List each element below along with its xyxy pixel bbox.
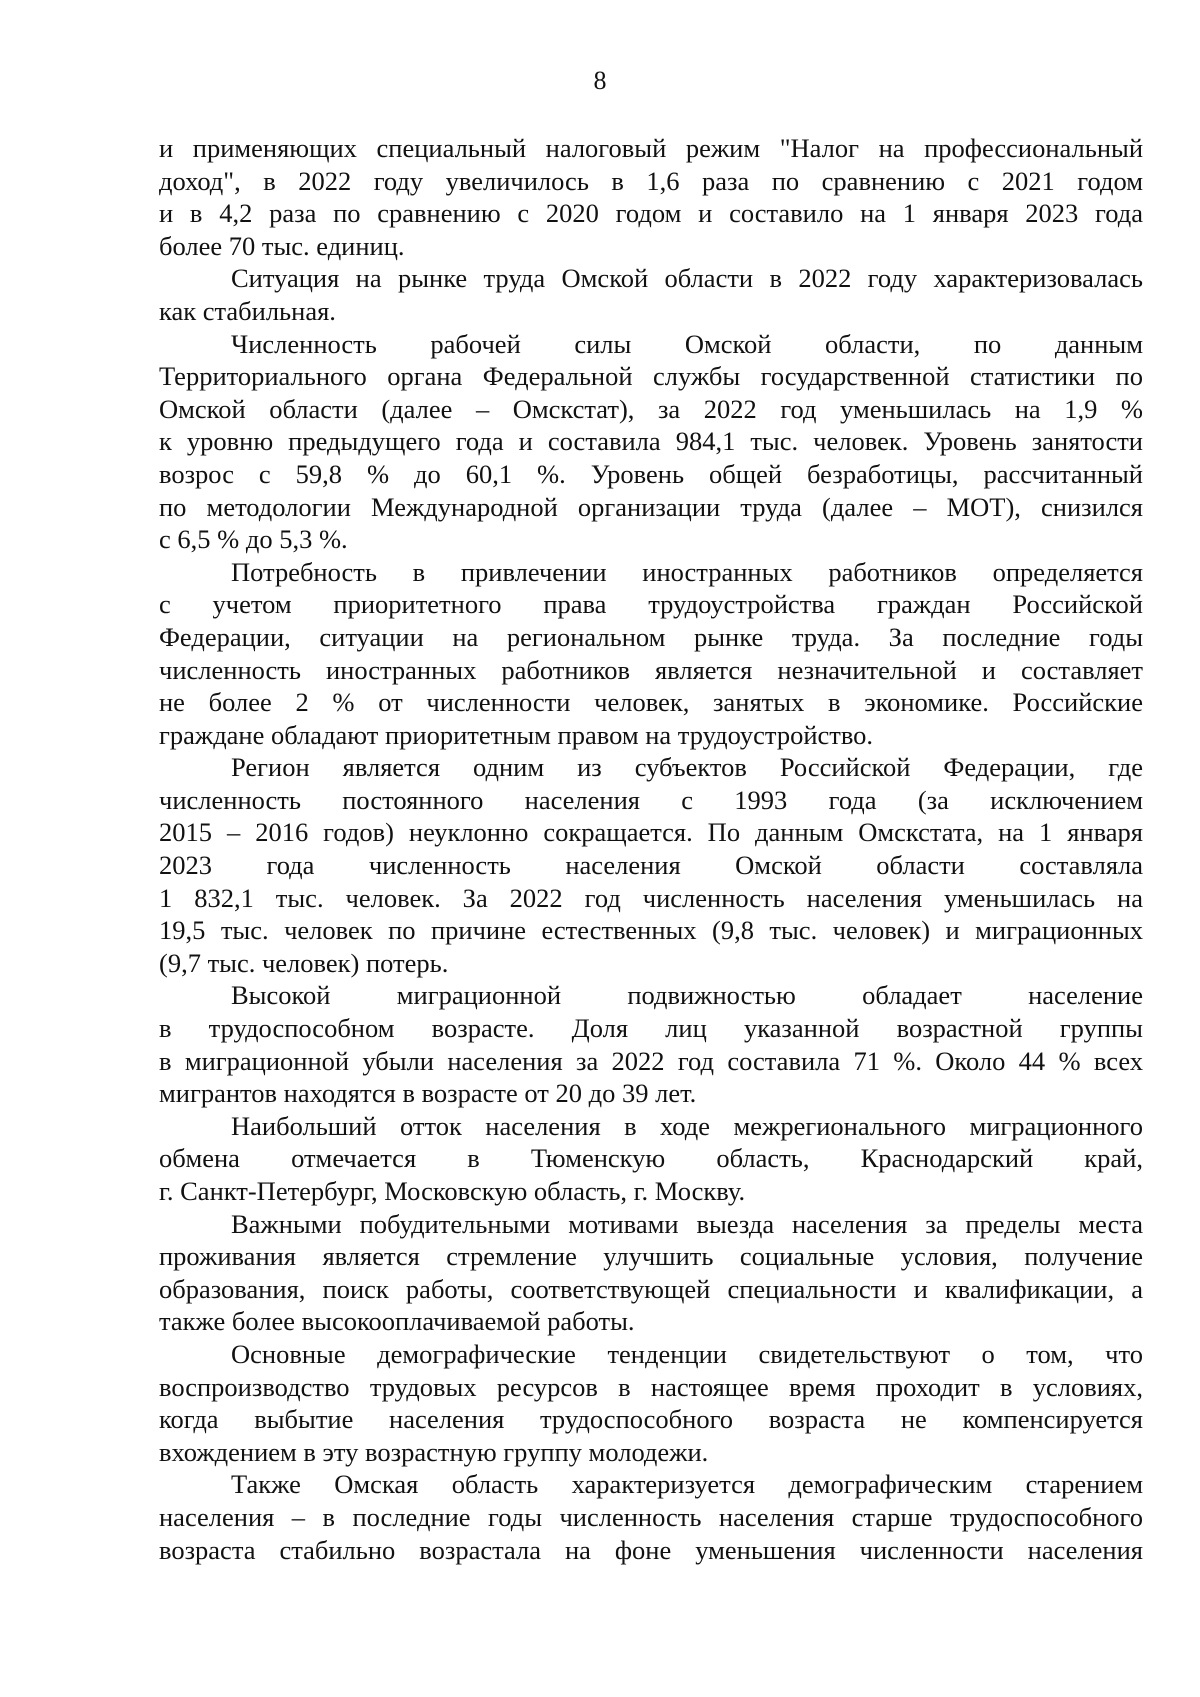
paragraph — [159, 1110, 1143, 1208]
text-line: Ситуация на рынке труда Омской области в 2022 году характеризовалась — [231, 263, 1143, 294]
text-line: 1 832,1 тыс. человек. За 2022 год численность населения уменьшилась на — [159, 882, 1143, 913]
text-line: как стабильная. — [159, 295, 336, 326]
text-line: мигрантов находятся в возрасте от 20 до 39 лет. — [159, 1078, 697, 1109]
text-line: в трудоспособном возрасте. Доля лиц указанной возрастной группы — [159, 1013, 1143, 1044]
text-line: 2015 – 2016 годов) неуклонно сокращается. По данным Омскстата, на 1 января — [159, 817, 1143, 848]
text-line: в миграционной убыли населения за 2022 год составила 71 %. Около 44 % всех — [159, 1045, 1143, 1076]
text-line: вхождением в эту возрастную группу молодежи. — [159, 1436, 709, 1467]
text-line: и применяющих специальный налоговый режим "Налог на профессиональный — [159, 133, 1143, 163]
text-line: 2023 года численность населения Омской области составляла — [159, 850, 1143, 881]
text-line: также более высокооплачиваемой работы. — [159, 1306, 635, 1337]
text-line: к уровню предыдущего года и составила 984,1 тыс. человек. Уровень занятости — [159, 426, 1143, 457]
text-line: не более 2 % от численности человек, занятых в экономике. Российские — [159, 687, 1143, 718]
text-line: образования, поиск работы, соответствующей специальности и квалификации, а — [159, 1273, 1143, 1304]
text-line: граждане обладают приоритетным правом на трудоустройство. — [159, 719, 874, 750]
text-line: воспроизводство трудовых ресурсов в настоящее время проходит в условиях, — [159, 1371, 1143, 1402]
paragraph — [159, 751, 1143, 979]
paragraph — [159, 328, 1143, 556]
paragraph — [159, 132, 1143, 262]
text-line: когда выбытие населения трудоспособного возраста не компенсируется — [159, 1404, 1143, 1435]
text-line: возраста стабильно возрастала на фоне уменьшения численности населения — [159, 1534, 1143, 1565]
paragraph — [159, 1468, 1143, 1566]
text-line: и в 4,2 раза по сравнению с 2020 годом и составило на 1 января 2023 года — [159, 198, 1143, 229]
text-line: Важными побудительными мотивами выезда населения за пределы места — [231, 1208, 1143, 1239]
text-line: Потребность в привлечении иностранных работников определяется — [231, 556, 1143, 587]
text-line: Также Омская область характеризуется демографическим старением — [231, 1469, 1143, 1500]
text-line: 19,5 тыс. человек по причине естественных (9,8 тыс. человек) и миграционных — [159, 915, 1143, 946]
paragraph — [159, 979, 1143, 1109]
text-line: Основные демографические тенденции свидетельствуют о том, что — [231, 1338, 1143, 1369]
text-line: Наибольший отток населения в ходе межрегионального миграционного — [231, 1110, 1143, 1141]
paragraph — [159, 1208, 1143, 1338]
text-line: Регион является одним из субъектов Российской Федерации, где — [231, 752, 1143, 783]
paragraph — [159, 556, 1143, 752]
text-line: по методологии Международной организации труда (далее – МОТ), снизился — [159, 491, 1143, 522]
text-line: возрос с 59,8 % до 60,1 %. Уровень общей безработицы, рассчитанный — [159, 458, 1143, 489]
text-line: численность постоянного населения с 1993 года (за исключением — [159, 784, 1143, 815]
text-line: Численность рабочей силы Омской области, по данным — [231, 328, 1143, 359]
text-line: Омской области (далее – Омскстат), за 2022 год уменьшилась на 1,9 % — [159, 393, 1143, 424]
page-number: 8 — [593, 66, 607, 95]
text-line: более 70 тыс. единиц. — [159, 230, 405, 261]
text-line: численность иностранных работников является незначительной и составляет — [159, 654, 1143, 685]
text-line: Территориального органа Федеральной службы государственной статистики по — [159, 361, 1143, 392]
text-line: Высокой миграционной подвижностью обладает население — [231, 980, 1143, 1011]
text-line: доход", в 2022 году увеличилось в 1,6 раза по сравнению с 2021 годом — [159, 165, 1143, 196]
text-line: населения – в последние годы численность населения старше трудоспособного — [159, 1501, 1143, 1532]
paragraph — [159, 1338, 1143, 1468]
text-line: Федерации, ситуации на региональном рынке труда. За последние годы — [159, 621, 1143, 652]
text-line: с 6,5 % до 5,3 %. — [159, 524, 348, 555]
text-line: г. Санкт-Петербург, Московскую область, г. Москву. — [159, 1176, 746, 1206]
text-line: обмена отмечается в Тюменскую область, Краснодарский край, — [159, 1143, 1143, 1174]
text-line: с учетом приоритетного права трудоустройства граждан Российской — [159, 589, 1143, 620]
document-body — [159, 132, 1143, 1566]
text-line: проживания является стремление улучшить социальные условия, получение — [159, 1241, 1143, 1272]
paragraph — [159, 262, 1143, 327]
text-line: (9,7 тыс. человек) потерь. — [159, 947, 449, 978]
